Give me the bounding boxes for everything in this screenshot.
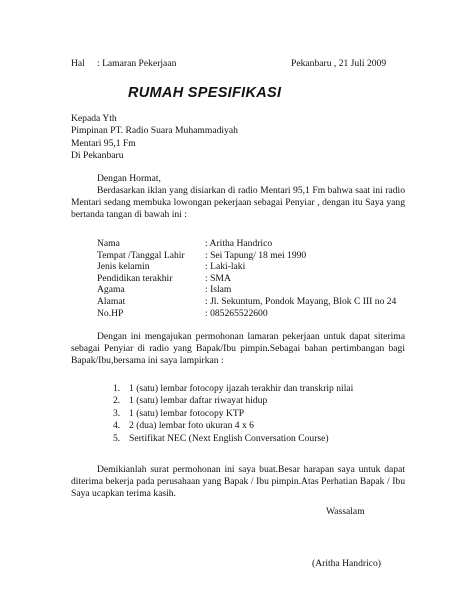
- valediction: Wassalam: [326, 506, 365, 517]
- detail-value: : 085265522600: [205, 308, 268, 320]
- detail-row: [97, 284, 427, 296]
- detail-value: : Sei Tapung/ 18 mei 1990: [205, 250, 306, 262]
- detail-value: : SMA: [205, 273, 231, 285]
- detail-label: No.HP: [97, 307, 124, 319]
- letter-title: RUMAH SPESIFIKASI: [128, 85, 282, 101]
- attachment-number: 2.: [113, 395, 121, 407]
- detail-row: [97, 261, 427, 273]
- closing-paragraph: Demikianlah surat permohonan ini saya buat.Besar harapan saya untuk dapat diterima bekerja pada perusahaan yang Bapak / Ibu pimpin.Atas Perhatian Bapak / Ibu Saya ucapkan terima kasih.: [71, 464, 405, 499]
- applicant-details: [97, 238, 427, 319]
- attachment-text: 1 (satu) lembar fotocopy ijazah terakhir dan transkrip nilai: [129, 383, 354, 394]
- detail-label: Jenis kelamin: [97, 261, 150, 273]
- detail-label: Nama: [97, 238, 120, 249]
- detail-label: Tempat /Tanggal Lahir: [97, 249, 185, 261]
- attachment-text: Sertifikat NEC (Next English Conversation Course): [129, 432, 329, 444]
- recipient-line: Di Pekanbaru: [71, 149, 124, 161]
- attachment-number: 1.: [113, 383, 121, 394]
- attachment-number: 4.: [113, 420, 121, 432]
- detail-value: : Jl. Sekuntum, Pondok Mayang, Blok C III no 24: [205, 296, 396, 308]
- detail-row: [97, 296, 427, 308]
- attachment-text: 2 (dua) lembar foto ukuran 4 x 6: [129, 420, 254, 432]
- recipient-line: Mentari 95,1 Fm: [71, 137, 136, 149]
- detail-row: [97, 250, 427, 262]
- hal-label: Hal: [71, 58, 85, 69]
- attachment-text: 1 (satu) lembar daftar riwayat hidup: [129, 395, 268, 407]
- greeting: Dengan Hormat,: [97, 173, 161, 184]
- attachment-text: 1 (satu) lembar fotocopy KTP: [129, 407, 245, 419]
- detail-value: : Laki-laki: [205, 261, 245, 273]
- attachment-number: 3.: [113, 407, 121, 419]
- signature-name: (Aritha Handrico): [312, 558, 381, 569]
- place-date: Pekanbaru , 21 Juli 2009: [291, 58, 387, 69]
- attachment-number: 5.: [113, 432, 121, 444]
- request-paragraph: Dengan ini mengajukan permohonan lamaran pekerjaan untuk dapat siterima sebagai Penyiar di radio yang Bapak/Ibu pimpin.Sebagai bahan pertimbangan bagi Bapak/Ibu,bersama ini saya lampirkan :: [71, 331, 405, 366]
- detail-value: : Islam: [205, 284, 231, 296]
- detail-row: [97, 238, 427, 250]
- intro-paragraph: Berdasarkan iklan yang disiarkan di radio Mentari 95,1 Fm bahwa saat ini radio Mentari sedang membuka lowongan pekerjaan sebagai Penyiar , dengan itu Saya yang bertanda tangan di bawah ini :: [71, 185, 405, 220]
- detail-label: Pendidikan terakhir: [97, 272, 173, 284]
- recipient-line: Pimpinan PT. Radio Suara Muhammadiyah: [71, 125, 238, 137]
- detail-label: Agama: [97, 284, 125, 296]
- recipient-line: Kepada Yth: [71, 113, 117, 124]
- detail-row: [97, 308, 427, 320]
- detail-label: Alamat: [97, 295, 126, 307]
- recipient-block: [71, 113, 238, 162]
- hal-value: : Lamaran Pekerjaan: [97, 58, 177, 69]
- detail-value: : Aritha Handrico: [205, 238, 272, 250]
- detail-row: [97, 273, 427, 285]
